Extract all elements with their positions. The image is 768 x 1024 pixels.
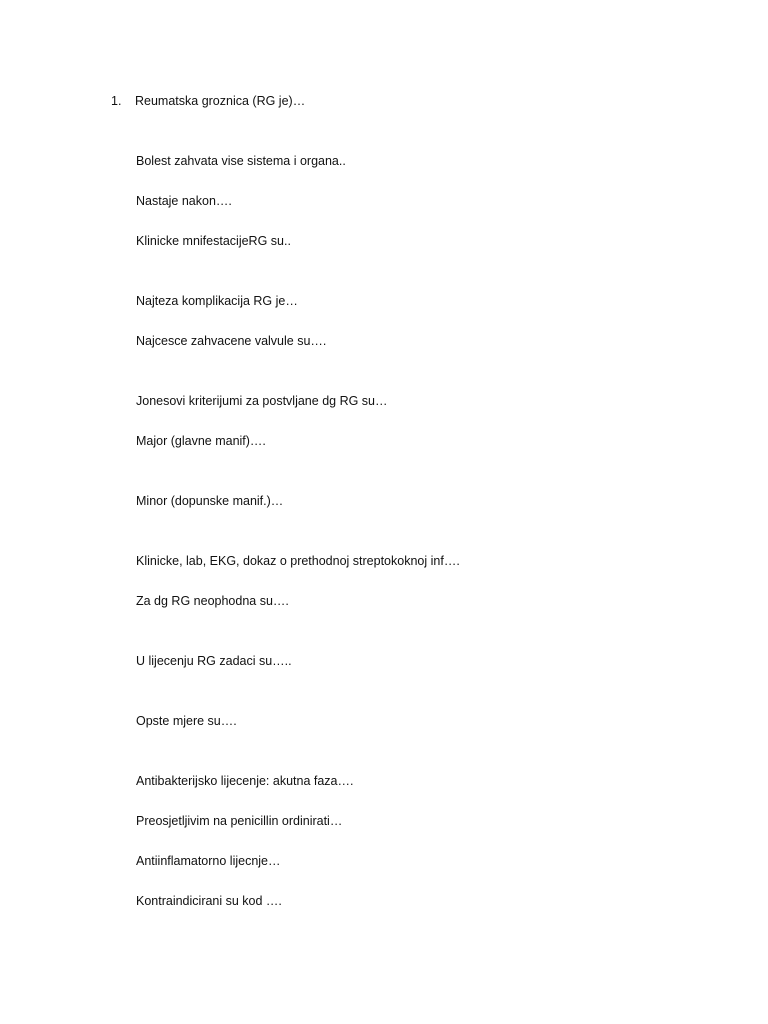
question-line: Kontraindicirani su kod …. — [136, 894, 282, 908]
numbered-item — [111, 93, 305, 109]
question-line: Opste mjere su…. — [136, 714, 237, 728]
question-line: Za dg RG neophodna su…. — [136, 594, 289, 608]
item-number: 1. — [111, 94, 122, 108]
question-line: Klinicke, lab, EKG, dokaz o prethodnoj streptokoknoj inf…. — [136, 554, 460, 568]
question-line: Antiinflamatorno lijecnje… — [136, 854, 281, 868]
question-line: Klinicke mnifestacijeRG su.. — [136, 234, 291, 248]
question-line: Major (glavne manif)…. — [136, 434, 266, 448]
question-line: Bolest zahvata vise sistema i organa.. — [136, 154, 346, 168]
question-line: Preosjetljivim na penicillin ordinirati… — [136, 814, 343, 828]
item-title: Reumatska groznica (RG je)… — [135, 94, 306, 108]
question-line: Nastaje nakon…. — [136, 194, 232, 208]
question-line: Jonesovi kriterijumi za postvljane dg RG su… — [136, 394, 388, 408]
question-line: Najteza komplikacija RG je… — [136, 294, 298, 308]
question-line: Minor (dopunske manif.)… — [136, 494, 284, 508]
question-line: Antibakterijsko lijecenje: akutna faza…. — [136, 774, 354, 788]
question-line: U lijecenju RG zadaci su….. — [136, 654, 292, 668]
question-line: Najcesce zahvacene valvule su…. — [136, 334, 327, 348]
